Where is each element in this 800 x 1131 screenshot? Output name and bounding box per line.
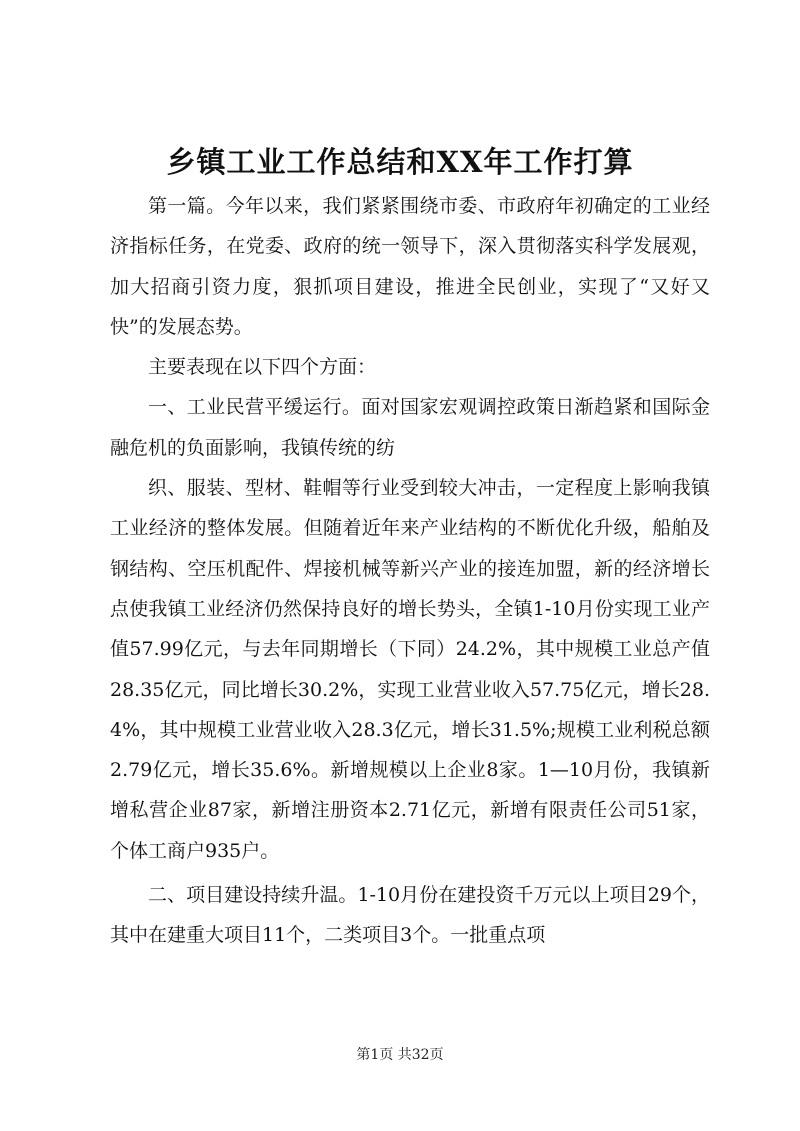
page-number-footer: 第1页 共32页 (356, 1047, 444, 1063)
document-title: 乡镇工业工作总结和XX年工作打算 (166, 145, 634, 179)
paragraph-summary-lead: 主要表现在以下四个方面： (148, 356, 377, 379)
paragraph-section-one: 一、工业民营平缓运行。面对国家宏观调控政策日渐趋紧和国际金融危机的负面影响，我镇传统的纺 (110, 396, 710, 459)
document-body (110, 186, 710, 956)
paragraph-section-one-detail: 织、服装、型材、鞋帽等行业受到较大冲击，一定程度上影响我镇工业经济的整体发展。但随着近年来产业结构的不断优化升级，船舶及钢结构、空压机配件、焊接机械等新兴产业的接连加盟，新的经济增长点使我镇工业经济仍然保持良好的增长势头，全镇1-10月份实现工业产值57.99亿元，与去年同期增长（下同）24.2%，其中规模工业总产值28.35亿元，同比增长30.2%，实现工业营业收入57.75亿元，增长28.4%，其中规模工业营业收入28.3亿元，增长31.5%;规模工业利税总额2.79亿元，增长35.6%。新增规模以上企业8家。1—10月份，我镇新增私营企业87家，新增注册资本2.71亿元，新增有限责任公司51家，个体工商户935户。 (110, 477, 710, 862)
paragraph-section-two: 二、项目建设持续升温。1-10月份在建投资千万元以上项目29个，其中在建重大项目11个，二类项目3个。一批重点项 (110, 884, 710, 947)
paragraph-intro: 第一篇。今年以来，我们紧紧围绕市委、市政府年初确定的工业经济指标任务，在党委、政府的统一领导下，深入贯彻落实科学发展观，加大招商引资力度，狠抓项目建设，推进全民创业，实现了“又好又快”的发展态势。 (110, 195, 710, 338)
